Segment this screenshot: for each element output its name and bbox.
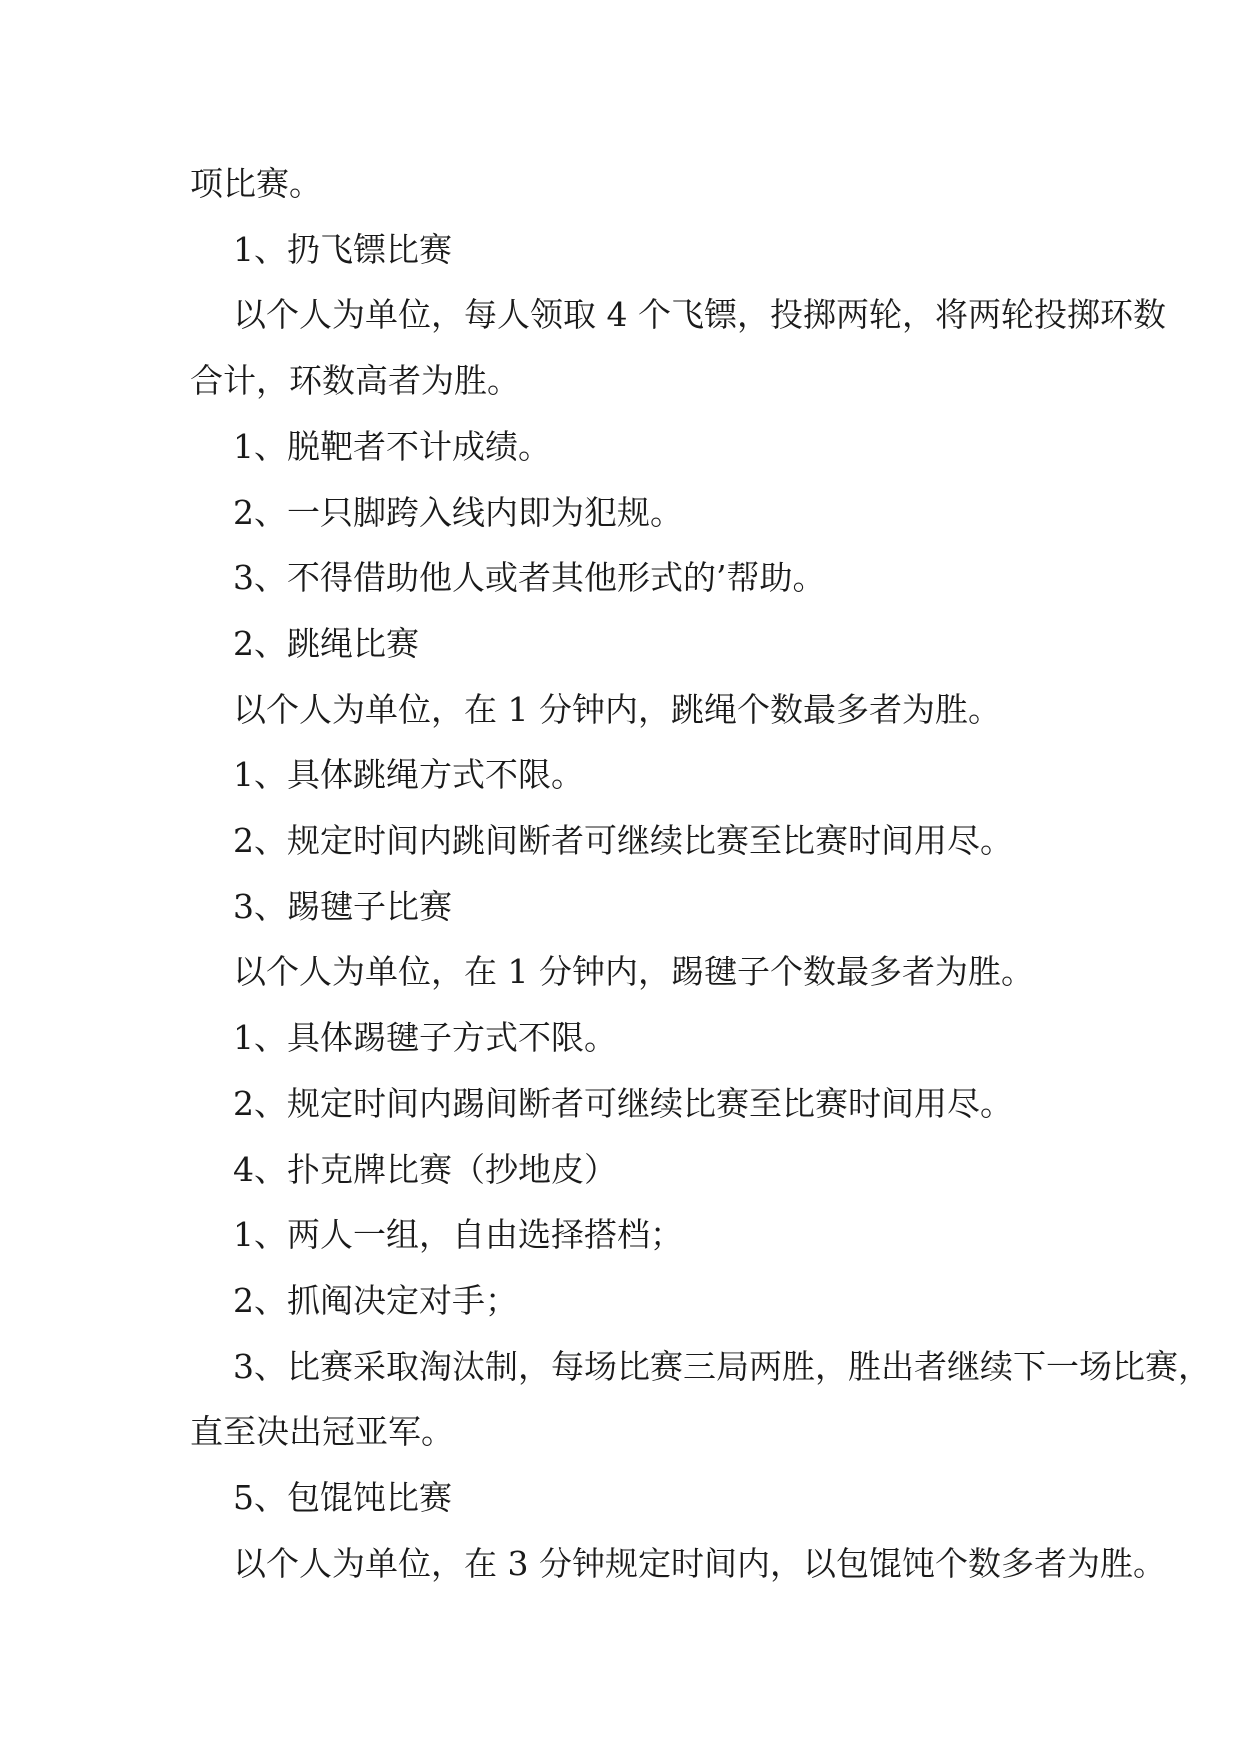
text-line: 合计，环数高者为胜。: [190, 361, 520, 401]
text-line: 2、规定时间内踢间断者可继续比赛至比赛时间用尽。: [233, 1083, 1013, 1123]
text-line: 1、两人一组，自由选择搭档；: [233, 1215, 683, 1255]
text-line: 4、扑克牌比赛（抄地皮）: [233, 1149, 617, 1189]
text-line: 3、不得借助他人或者其他形式的’帮助。: [233, 558, 826, 598]
text-line: 2、抓阄决定对手；: [233, 1280, 518, 1320]
text-line: 1、具体踢毽子方式不限。: [233, 1018, 617, 1058]
document-page: [190, 151, 1211, 1596]
text-line: 以个人为单位，在 1 分钟内，跳绳个数最多者为胜。: [233, 689, 1001, 729]
text-line: 以个人为单位，在 1 分钟内，踢毽子个数最多者为胜。: [233, 952, 1034, 992]
text-line: 1、具体跳绳方式不限。: [233, 755, 584, 795]
text-line: 直至决出冠亚军。: [190, 1412, 454, 1452]
text-line: 以个人为单位，每人领取 4 个飞镖，投掷两轮，将两轮投掷环数: [233, 295, 1166, 335]
text-line: 2、规定时间内跳间断者可继续比赛至比赛时间用尽。: [233, 821, 1013, 861]
text-line: 2、跳绳比赛: [233, 623, 419, 663]
text-line: 项比赛。: [190, 164, 322, 203]
text-line: 1、扔飞镖比赛: [233, 229, 452, 269]
text-line: 3、踢毽子比赛: [233, 886, 452, 926]
text-line: 5、包馄饨比赛: [233, 1478, 452, 1518]
text-line: 以个人为单位，在 3 分钟规定时间内，以包馄饨个数多者为胜。: [233, 1543, 1166, 1583]
text-line: 1、脱靶者不计成绩。: [233, 426, 551, 466]
text-line: 3、比赛采取淘汰制，每场比赛三局两胜，胜出者继续下一场比赛，: [233, 1346, 1211, 1386]
text-line: 2、一只脚跨入线内即为犯规。: [233, 492, 683, 532]
